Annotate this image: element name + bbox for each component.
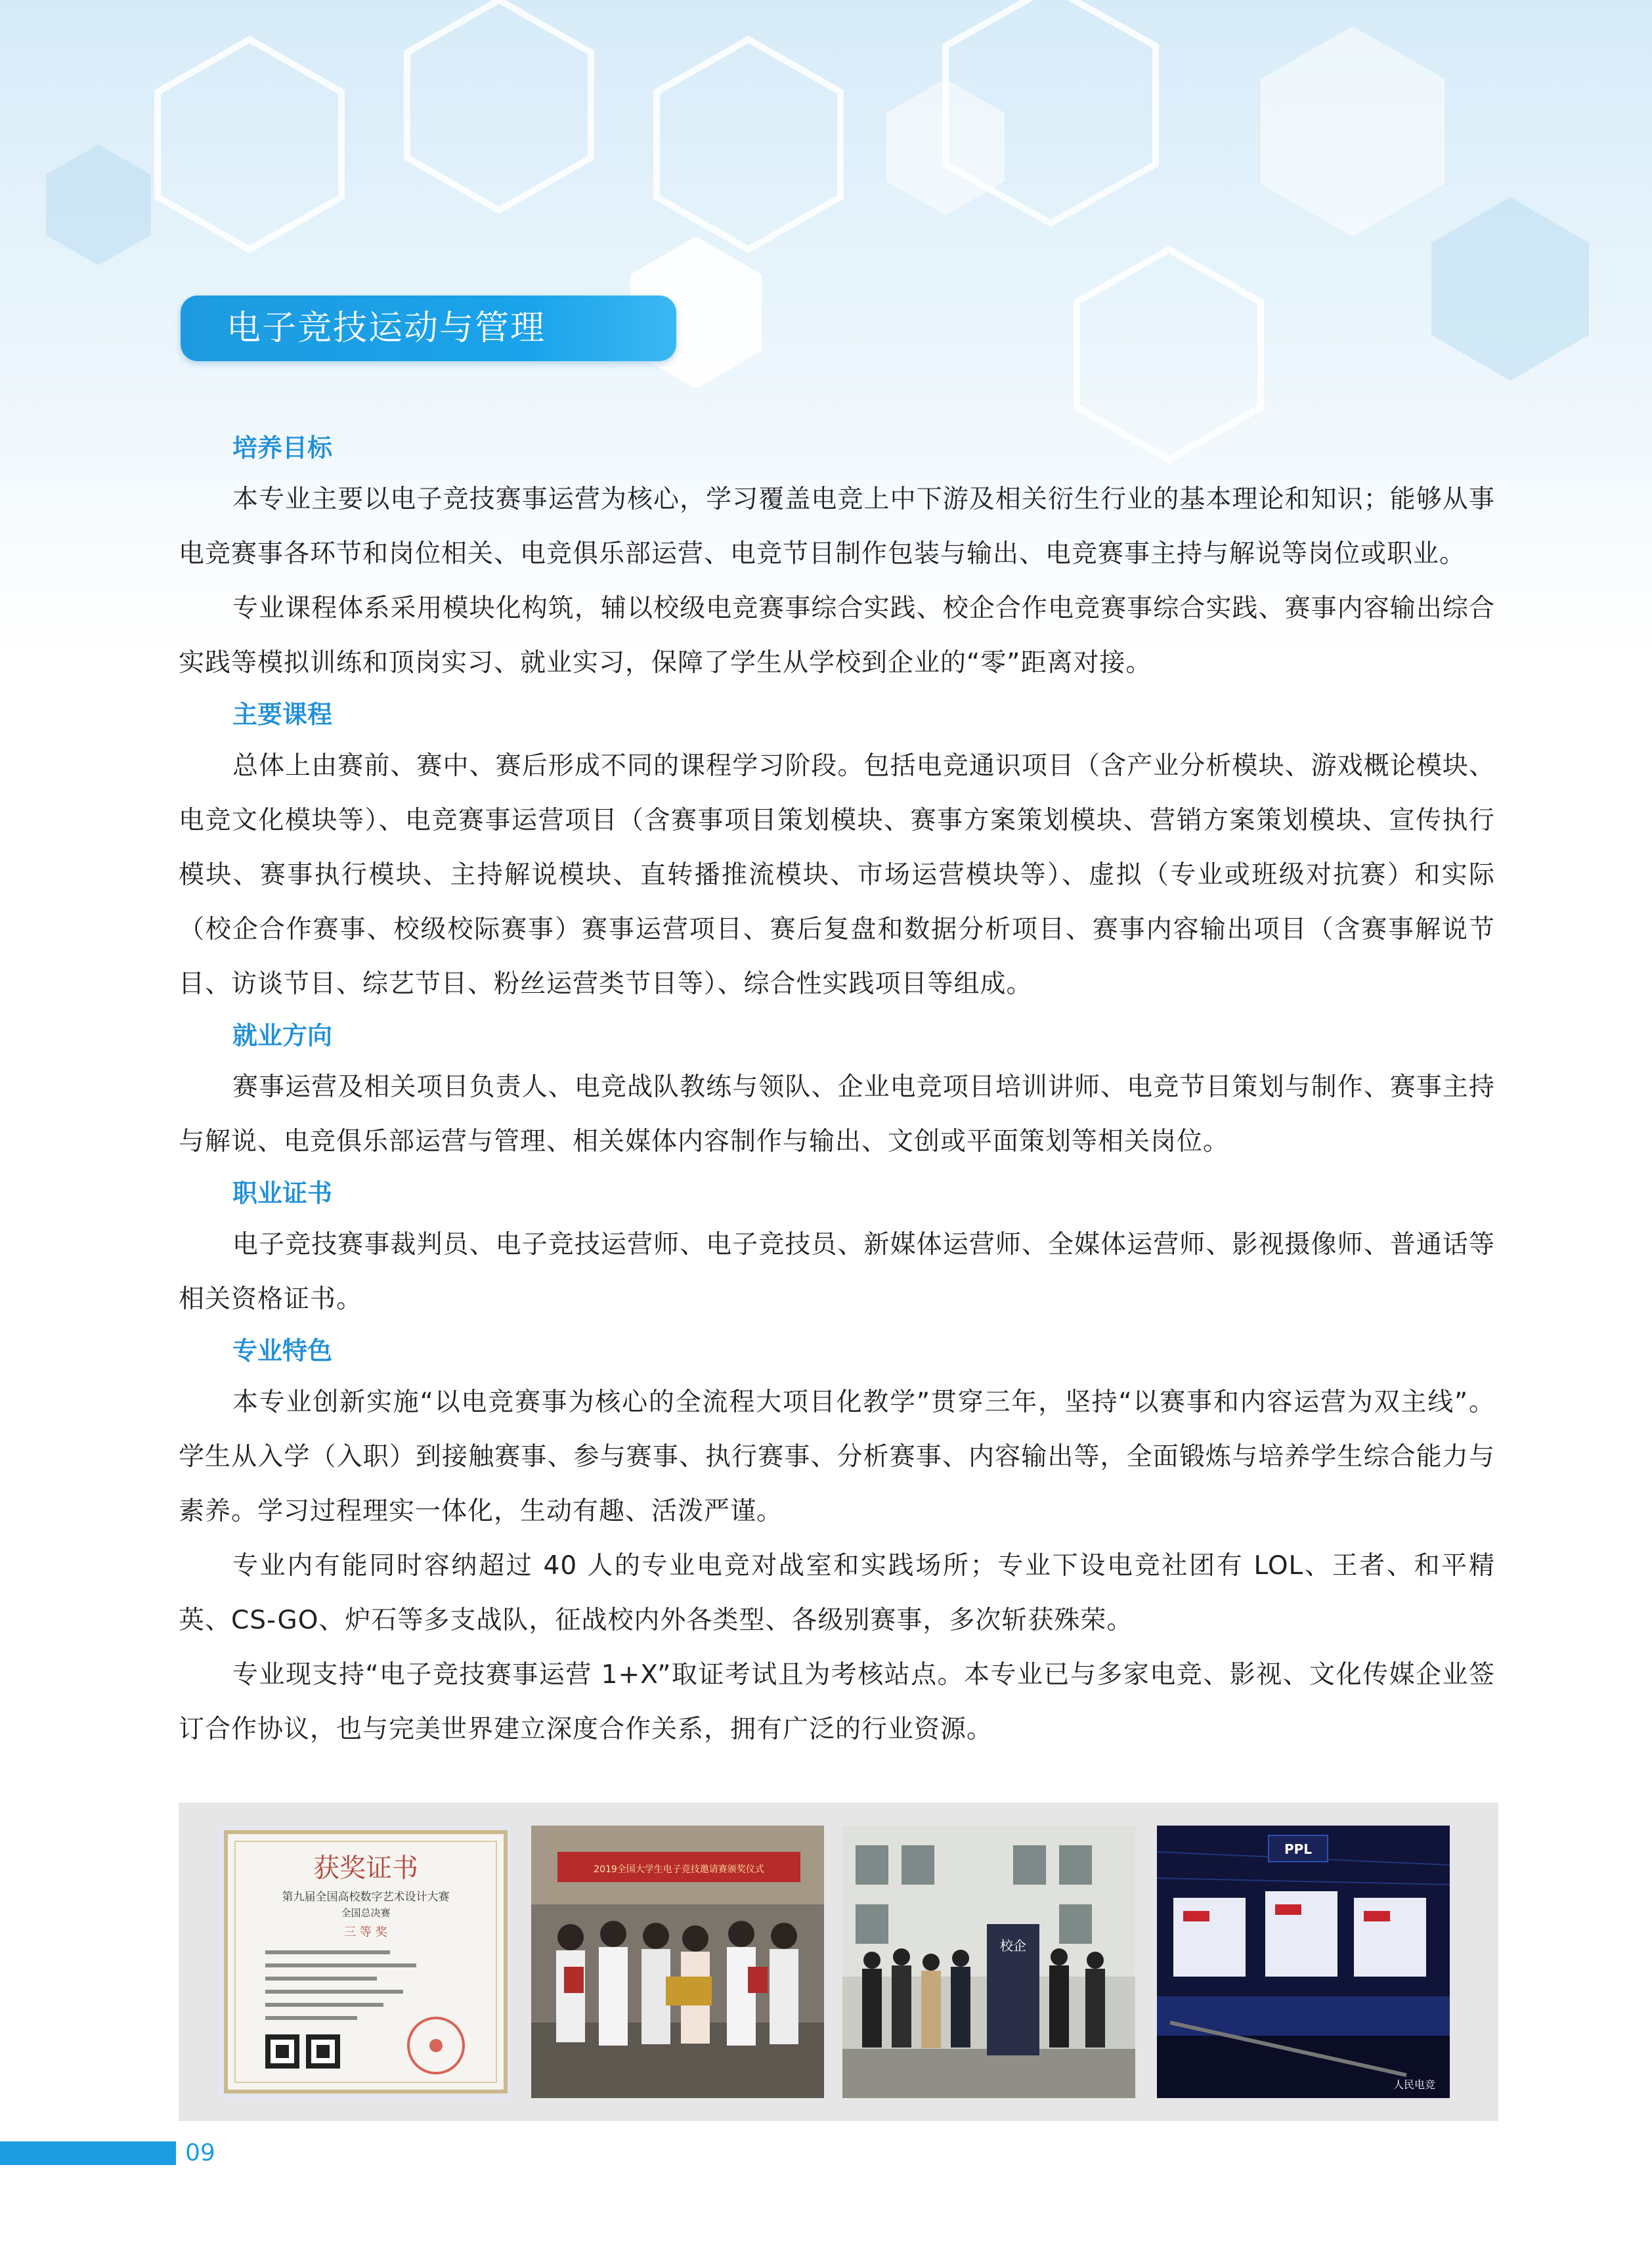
stage-tag-text: 人民电竞	[1393, 2078, 1436, 2091]
award-ceremony-photo	[531, 1826, 824, 2098]
certificate-image	[219, 1826, 512, 2098]
section-certificates	[179, 1169, 1495, 1326]
certificate-sub2: 全国总决赛	[341, 1907, 391, 1919]
section-heading: 就业方向	[232, 1021, 333, 1050]
section-heading: 职业证书	[232, 1179, 333, 1208]
section-training-goals	[179, 424, 1495, 690]
paragraph: 专业现支持“电子竞技赛事运营 1+X”取证考试且为考核站点。本专业已与多家电竞、影视、文化传媒企业签订合作协议，也与完美世界建立深度合作关系，拥有广泛的行业资源。	[179, 1660, 1495, 1744]
section-heading: 主要课程	[232, 700, 333, 729]
enterprise-visit-photo	[842, 1826, 1135, 2098]
paragraph: 专业课程体系采用模块化构筑，辅以校级电竞赛事综合实践、校企合作电竞赛事综合实践、赛事内容输出综合实践等模拟训练和顶岗实习、就业实习，保障了学生从学校到企业的“零”距离对接。	[179, 594, 1495, 678]
section-heading: 专业特色	[232, 1336, 333, 1365]
main-content	[179, 424, 1495, 1757]
page-title-banner	[181, 296, 676, 361]
paragraph: 总体上由赛前、赛中、赛后形成不同的课程学习阶段。包括电竞通识项目（含产业分析模块、游戏概论模块、电竞文化模块等）、电竞赛事运营项目（含赛事项目策划模块、赛事方案策划模块、营销方案策划模块、宣传执行模块、赛事执行模块、主持解说模块、直转播推流模块、市场运营模块等）、虚拟（专业或班级对抗赛）和实际（校企合作赛事、校级校际赛事）赛事运营项目、赛后复盘和数据分析项目、赛事内容输出项目（含赛事解说节目、访谈节目、综艺节目、粉丝运营类节目等）、综合性实践项目等组成。	[179, 751, 1495, 999]
visit-image	[842, 1826, 1135, 2098]
page-number: 09	[185, 2139, 215, 2166]
visit-poster-text: 校企	[1000, 1938, 1026, 1954]
certificate-subtitle: 第九届全国高校数字艺术设计大赛	[282, 1891, 450, 1904]
ceremony-image	[531, 1826, 824, 2098]
section-features	[179, 1326, 1495, 1757]
award-certificate-photo	[219, 1826, 512, 2098]
page-title: 电子竞技运动与管理	[227, 309, 546, 348]
photo-gallery	[179, 1803, 1498, 2121]
stage-logo-text: PPL	[1284, 1841, 1313, 1857]
esports-stage-photo	[1157, 1826, 1450, 2098]
paragraph: 赛事运营及相关项目负责人、电竞战队教练与领队、企业电竞项目培训讲师、电竞节目策划与制作、赛事主持与解说、电竞俱乐部运营与管理、相关媒体内容制作与输出、文创或平面策划等相关岗位。	[179, 1072, 1495, 1156]
paragraph: 本专业创新实施“以电竞赛事为核心的全流程大项目化教学”贯穿三年，坚持“以赛事和内容运营为双主线”。学生从入学（入职）到接触赛事、参与赛事、执行赛事、分析赛事、内容输出等，全面锻炼与培养学生综合能力与素养。学习过程理实一体化，生动有趣、活泼严谨。	[179, 1388, 1495, 1526]
certificate-title: 获奖证书	[313, 1853, 418, 1883]
paragraph: 本专业主要以电子竞技赛事运营为核心，学习覆盖电竞上中下游及相关衍生行业的基本理论和知识；能够从事电竞赛事各环节和岗位相关、电竞俱乐部运营、电竞节目制作包装与输出、电竞赛事主持与解说等岗位或职业。	[179, 485, 1495, 569]
section-main-courses	[179, 690, 1495, 1011]
section-heading: 培养目标	[232, 433, 333, 462]
stage-image	[1157, 1826, 1450, 2098]
paragraph: 专业内有能同时容纳超过 40 人的专业电竞对战室和实践场所；专业下设电竞社团有 LOL、王者、和平精英、CS-GO、炉石等多支战队，征战校内外各类型、各级别赛事，多次斩获殊荣。	[179, 1551, 1495, 1635]
paragraph: 电子竞技赛事裁判员、电子竞技运营师、电子竞技员、新媒体运营师、全媒体运营师、影视摄像师、普通话等相关资格证书。	[179, 1230, 1495, 1314]
section-career	[179, 1011, 1495, 1169]
ceremony-banner: 2019全国大学生电子竞技邀请赛颁奖仪式	[594, 1864, 764, 1875]
certificate-award: 三 等 奖	[344, 1925, 387, 1939]
footer-accent-bar	[0, 2141, 176, 2165]
